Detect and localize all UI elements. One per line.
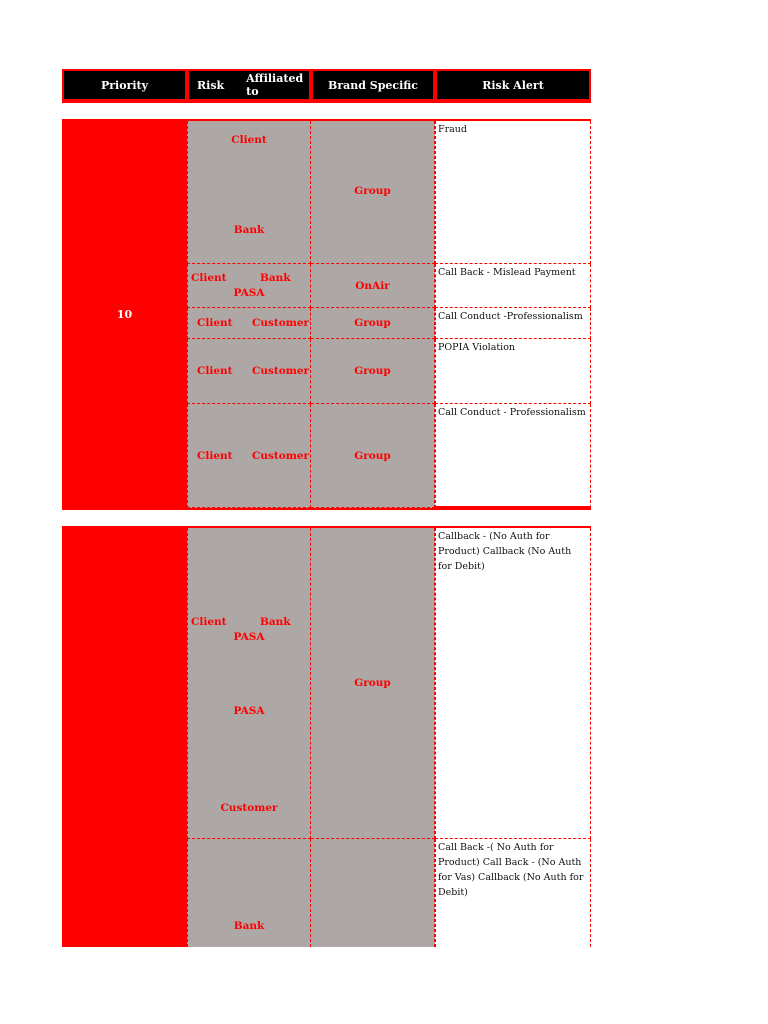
header-alert-label: Risk Alert — [482, 78, 544, 92]
risk-label: Bank — [233, 920, 265, 932]
risk-label: Customer — [252, 317, 310, 329]
risk-cell[interactable] — [187, 404, 311, 508]
risk-label: Client — [197, 450, 233, 462]
risk-cell[interactable] — [187, 839, 311, 947]
risk-label: Client — [191, 616, 227, 628]
risk-table — [62, 69, 591, 947]
alert-cell[interactable] — [435, 264, 591, 308]
header-risk-affiliated[interactable] — [187, 69, 311, 101]
brand-label: Group — [354, 185, 391, 197]
risk-label: Customer — [220, 802, 278, 814]
risk-label: Bank — [233, 224, 265, 236]
alert-text: Callback - (No Auth for Product) Callback (No Auth for Debit) — [438, 531, 572, 572]
risk-label: Customer — [252, 450, 310, 462]
alert-text: Call Back -( No Auth for Product) Call Back - (No Auth for Vas) Callback (No Auth for Debit) — [438, 842, 584, 898]
header-risk-label: Risk — [197, 78, 225, 92]
brand-cell[interactable] — [311, 839, 435, 947]
risk-label: PASA — [233, 705, 265, 717]
brand-label: OnAir — [355, 280, 390, 292]
risk-label: Bank — [260, 616, 291, 628]
risk-label: Client — [231, 134, 267, 146]
brand-label: Group — [354, 365, 391, 377]
alert-cell[interactable] — [435, 339, 591, 404]
header-priority-label: Priority — [100, 78, 149, 92]
risk-cell[interactable] — [187, 528, 311, 839]
risk-label: Client — [197, 317, 233, 329]
risk-label: Bank — [260, 272, 291, 284]
alert-cell[interactable] — [435, 404, 591, 508]
section-separator — [62, 101, 591, 121]
risk-label: Client — [191, 272, 227, 284]
brand-label: Group — [354, 450, 391, 462]
alert-cell[interactable] — [435, 528, 591, 839]
risk-label: Customer — [252, 365, 310, 377]
alert-cell[interactable] — [435, 308, 591, 339]
header-priority[interactable] — [62, 69, 187, 101]
header-brand-label: Brand Specific — [328, 78, 418, 92]
brand-cell[interactable] — [311, 528, 435, 839]
risk-cell[interactable] — [187, 121, 311, 264]
alert-text: Call Conduct -Professionalism — [438, 311, 583, 322]
brand-cell[interactable] — [311, 339, 435, 404]
section-separator — [62, 508, 591, 528]
brand-cell[interactable] — [311, 264, 435, 308]
risk-label: Client — [197, 365, 233, 377]
risk-cell[interactable] — [187, 308, 311, 339]
header-affiliated-label: Affiliated to — [246, 72, 304, 98]
alert-text: POPIA Violation — [438, 342, 516, 353]
risk-cell[interactable] — [187, 339, 311, 404]
alert-text: Call Conduct - Professionalism — [438, 407, 586, 418]
risk-cell[interactable] — [187, 264, 311, 308]
brand-label: Group — [354, 677, 391, 689]
risk-label: PASA — [233, 287, 265, 299]
priority-cell[interactable] — [62, 528, 187, 947]
alert-cell[interactable] — [435, 839, 591, 947]
priority-cell[interactable] — [62, 121, 187, 508]
alert-cell[interactable] — [435, 121, 591, 264]
risk-label: PASA — [233, 631, 265, 643]
brand-label: Group — [354, 317, 391, 329]
alert-text: Call Back - Mislead Payment — [438, 267, 576, 278]
brand-cell[interactable] — [311, 404, 435, 508]
priority-value: 10 — [116, 308, 133, 321]
brand-cell[interactable] — [311, 308, 435, 339]
brand-cell[interactable] — [311, 121, 435, 264]
header-alert[interactable] — [435, 69, 591, 101]
alert-text: Fraud — [438, 124, 467, 135]
header-brand[interactable] — [311, 69, 435, 101]
